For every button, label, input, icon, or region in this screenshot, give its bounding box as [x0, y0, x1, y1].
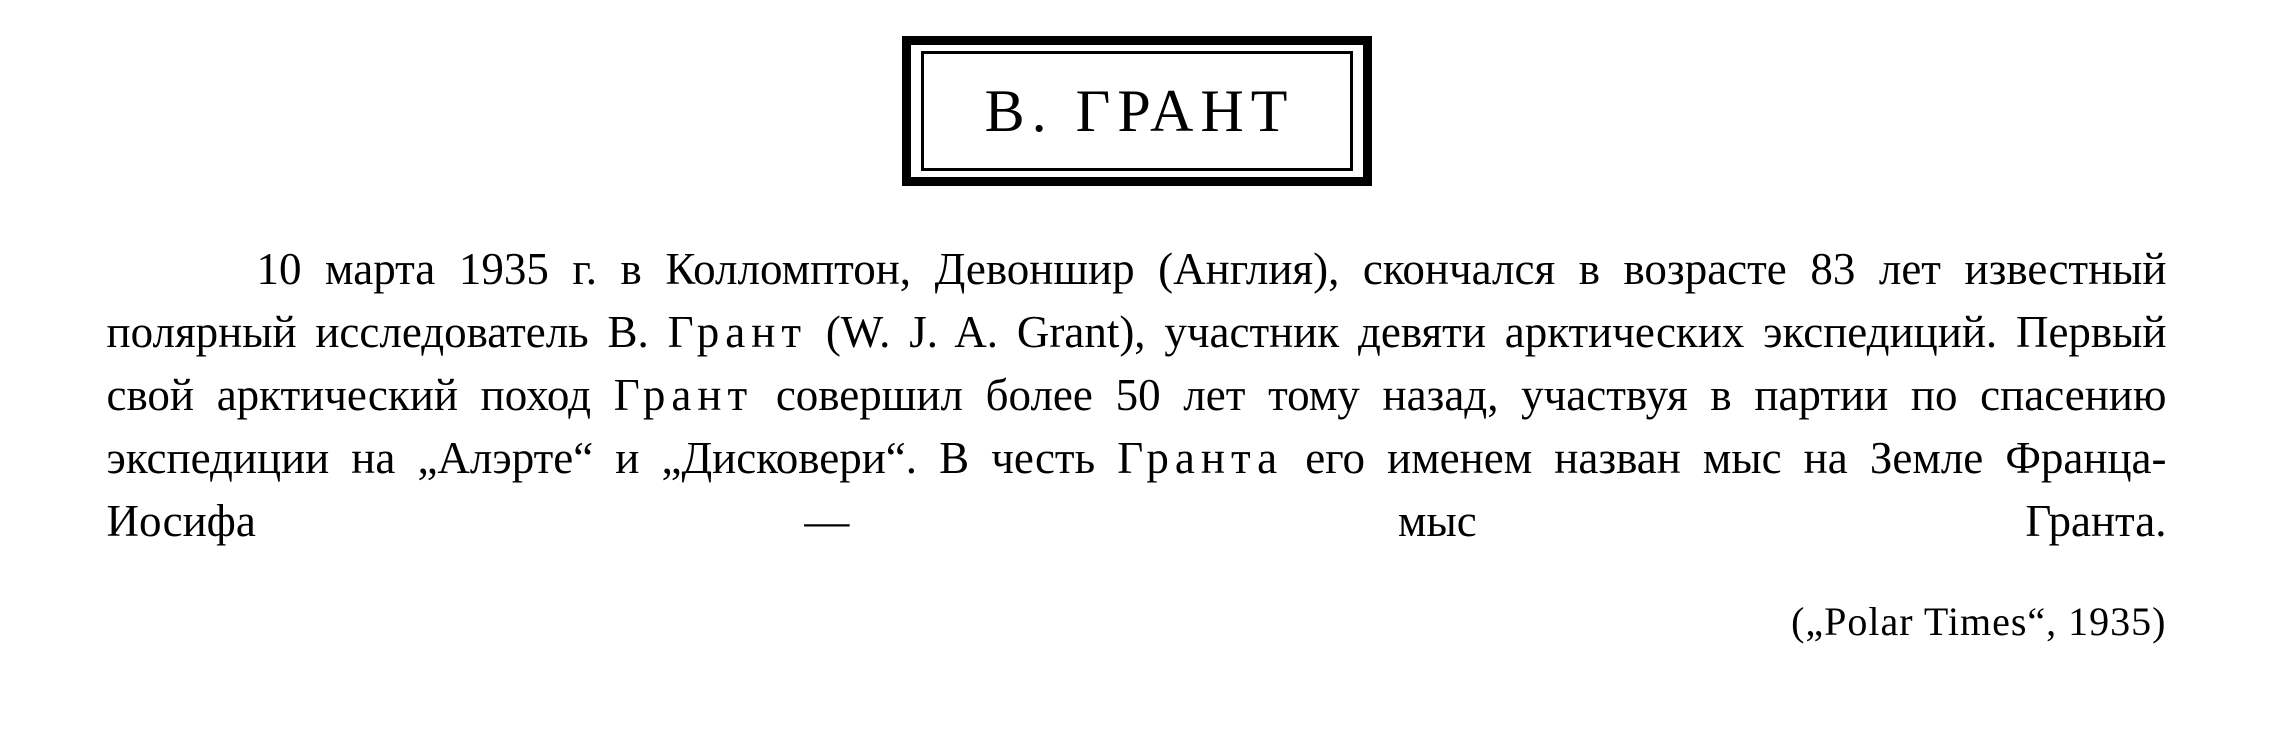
paragraph-text: (W. J. A. Grant), участник девяти арктических экспедиций. Первый свой арктический поход: [106, 307, 2167, 420]
body-text-block: [52, 238, 2222, 553]
title-block: [0, 0, 2273, 186]
paragraph-text: 10 марта 1935 г. в Колломптон, Девоншир (Англия), скончался в возрасте 83 лет известный полярный исследователь В.: [106, 244, 2167, 357]
source-credit: („Polar Times“, 1935): [1791, 599, 2167, 644]
emphasized-name: Грант: [667, 307, 807, 357]
emphasized-name: Грант: [613, 370, 754, 420]
paragraph-text: его именем назван мыс на Земле Франца-Иосифа — мыс Гранта.: [106, 433, 2167, 546]
obituary-paragraph: [107, 238, 2167, 553]
paragraph-text: совершил более 50 лет тому назад, участвуя в партии по спасению экспедиции на „Алэрте“ и „Дисковери“. В честь: [106, 370, 2167, 483]
title-inner-frame: [921, 51, 1353, 171]
title-outer-frame: [902, 36, 1372, 186]
emphasized-name: Гранта: [1117, 433, 1284, 483]
page-title: В. ГРАНТ: [984, 78, 1295, 144]
